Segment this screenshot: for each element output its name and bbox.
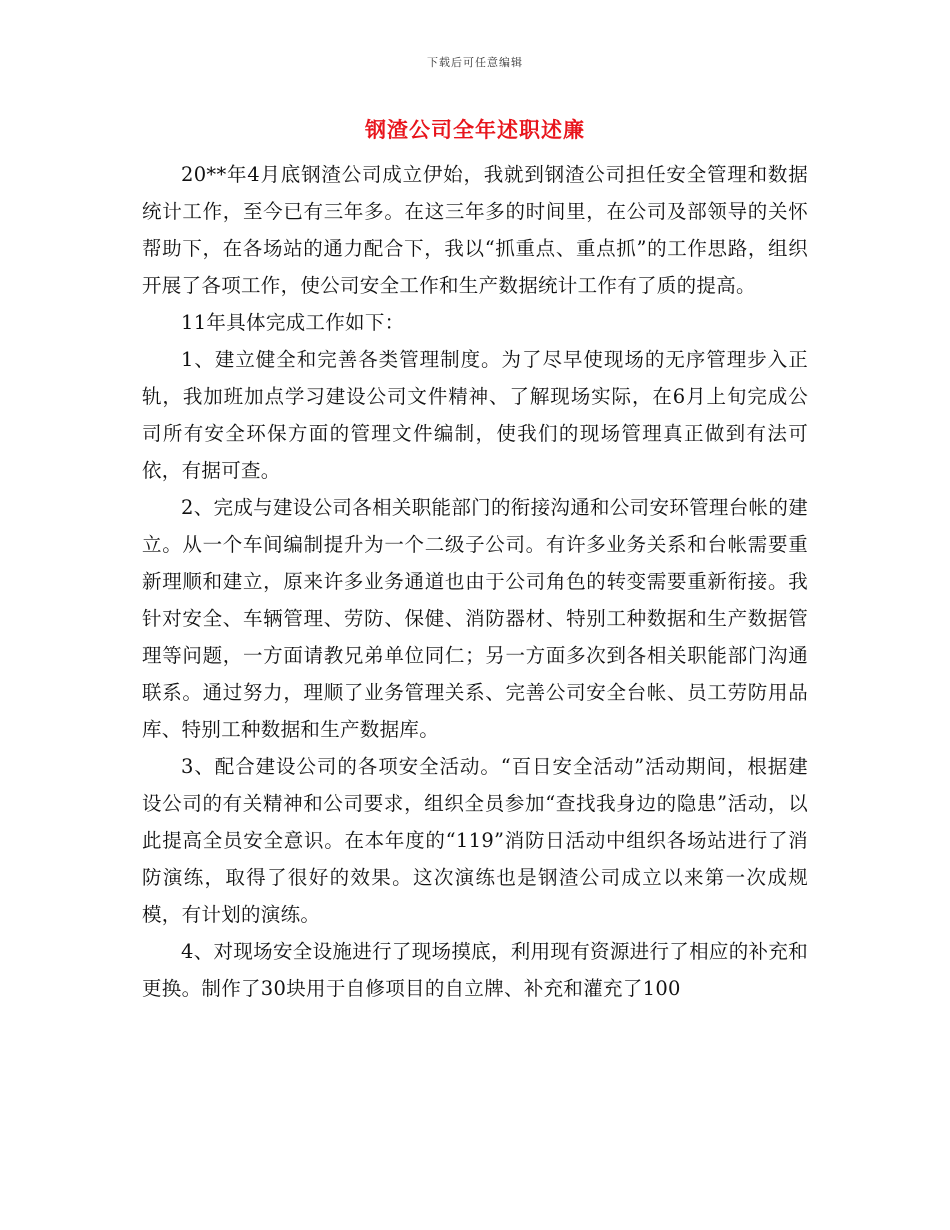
paragraph-summary-heading: 11年具体完成工作如下： [181,311,405,334]
paragraph-intro: 20**年4月底钢渣公司成立伊始，我就到钢渣公司担任安全管理和数据统计工作，至今已有三年多。在这三年多的时间里，在公司及部领导的关怀帮助下，在各场站的通力配合下，我以“抓重点、重点抓”的工作思路，组织开展了各项工作，使公司安全工作和生产数据统计工作有了质的提高。 [142,163,808,297]
header-note: 下载后可任意编辑 [427,56,523,69]
paragraph-item-1: 1、建立健全和完善各类管理制度。为了尽早使现场的无序管理步入正轨，我加班加点学习建设公司文件精神、了解现场实际，在6月上旬完成公司所有安全环保方面的管理文件编制，使我们的现场管理真正做到有法可依，有据可查。 [142,348,808,482]
document-title: 钢渣公司全年述职述廉 [365,117,585,142]
paragraph-item-3: 3、配合建设公司的各项安全活动。“百日安全活动”活动期间，根据建设公司的有关精神和公司要求，组织全员参加“查找我身边的隐患”活动，以此提高全员安全意识。在本年度的“119”消防日活动中组织各场站进行了消防演练，取得了很好的效果。这次演练也是钢渣公司成立以来第一次成规模，有计划的演练。 [142,755,808,926]
paragraph-item-4: 4、对现场安全设施进行了现场摸底，利用现有资源进行了相应的补充和更换。制作了30块用于自修项目的自立牌、补充和灌充了100 [142,940,808,1000]
paragraph-item-2: 2、完成与建设公司各相关职能部门的衔接沟通和公司安环管理台帐的建立。从一个车间编制提升为一个二级子公司。有许多业务关系和台帐需要重新理顺和建立，原来许多业务通道也由于公司角色的转变需要重新衔接。我针对安全、车辆管理、劳防、保健、消防器材、特别工种数据和生产数据管理等问题，一方面请教兄弟单位同仁；另一方面多次到各相关职能部门沟通联系。通过努力，理顺了业务管理关系、完善公司安全台帐、员工劳防用品库、特别工种数据和生产数据库。 [142,496,808,741]
document-body [142,156,808,1007]
